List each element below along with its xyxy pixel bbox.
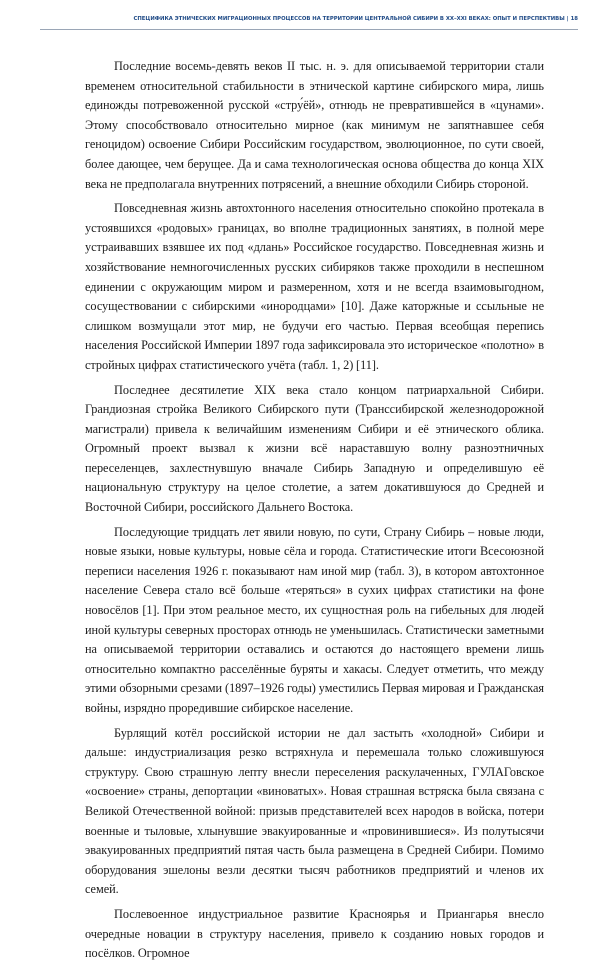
body-text [85,57,544,964]
page-number: 18 [570,16,578,22]
header-separator: | [566,16,569,22]
running-title: СПЕЦИФИКА ЭТНИЧЕСКИХ МИГРАЦИОННЫХ ПРОЦЕССОВ НА ТЕРРИТОРИИ ЦЕНТРАЛЬНОЙ СИБИРИ В XX–XXI ВЕКАХ: ОПЫТ И ПЕРСПЕКТИВЫ [133,16,565,22]
paragraph: Последние восемь-девять веков II тыс. н. э. для описываемой территории стали временем относительной стабильности в этнической картине сибирского мира, лишь единожды потревоженной русской «стру́ёй», отнюдь не превратившейся в «цунами». Этому способствовало относительно мирное (как минимум не запятнавшее себя геноцидом) освоение Сибири Российским государством, эволюционное, по сути своей, более дающее, чем берущее. Да и сама технологическая основа общества до конца XIX века не предполагала внутренних потрясений, а внешние обходили Сибирь стороной. [85,59,544,191]
paragraph: Бурлящий котёл российской истории не дал застыть «холодной» Сибири и дальше: индустриализация резко встряхнула и перемешала только сложившуюся структуру. Свою страшную лепту внесли переселения раскулаченных, ГУЛАГовское «освоение» страны, депортации «виноватых». Новая страшная встряска была связана с Великой Отечественной войной: призыв представителей всех народов в войска, потери военные и тыловые, хлынувшие эвакуированные и «провинившиеся». Из полутысячи эвакуированных предприятий пятая часть была размещена в Средней Сибири. Помимо оборудования эшелоны везли десятки тысяч работников предприятий и членов их семей. [85,725,544,897]
paragraph: Последующие тридцать лет явили новую, по сути, Страну Сибирь – новые люди, новые языки, новые культуры, новые сёла и города. Статистические итоги Всесоюзной переписи населения 1926 г. показывают нам иной мир (табл. 3), в котором автохтонное население Севера стало всё больше «теряться» в сухих цифрах статистики на фоне новосёлов [1]. При этом реальное место, их сущностная роль на гибельных для людей иной культуры северных просторах отнюдь не уменьшилась. Статистически заметными на описываемой территории оставались и остаются до настоящего времени лишь относительно компактно расселённые буряты и хакасы. Следует отметить, что между этими обзорными срезами (1897–1926 годы) уместились Первая мировая и Гражданская войны, изрядно проредившие сибирское население. [85,524,544,715]
running-header [40,9,578,30]
paragraph: Повседневная жизнь автохтонного населения относительно спокойно протекала в устоявшихся «родовых» границах, во вполне традиционных занятиях, в полной мере устраивавших взявшее их под «длань» Российское государство. Повседневная жизнь и хозяйствование немногочисленных русских сибиряков также проходили в неспешном единении с окружающим миром и размеренном, хотя и не всегда взаимовыгодном, сосуществовании с сибирскими «инородцами» [10]. Даже каторжные и ссыльные не слишком возмущали этот мир, не будучи его частью. Первая всеобщая перепись населения Российской Империи 1897 года зафиксировала это историческое «полотно» в стройных цифрах статистического учёта (табл. 1, 2) [11]. [85,201,544,372]
paragraph: Последнее десятилетие XIX века стало концом патриархальной Сибири. Грандиозная стройка Великого Сибирского пути (Транссибирской железнодорожной магистрали) привела к величайшим изменениям Сибири и её этнического облика. Огромный проект вызвал к жизни всё нараставшую волну разноэтничных переселенцев, захлестнувшую вначале Сибирь Западную и определившую её национальную структуру на целое столетие, а затем докатившуюся до Средней и Восточной Сибири, российского Дальнего Востока. [85,382,544,515]
paragraph: Послевоенное индустриальное развитие Красноярья и Приангарья внесло очередные новации в структуру населения, привело к созданию новых городов и посёлков. Огромное [85,906,544,961]
